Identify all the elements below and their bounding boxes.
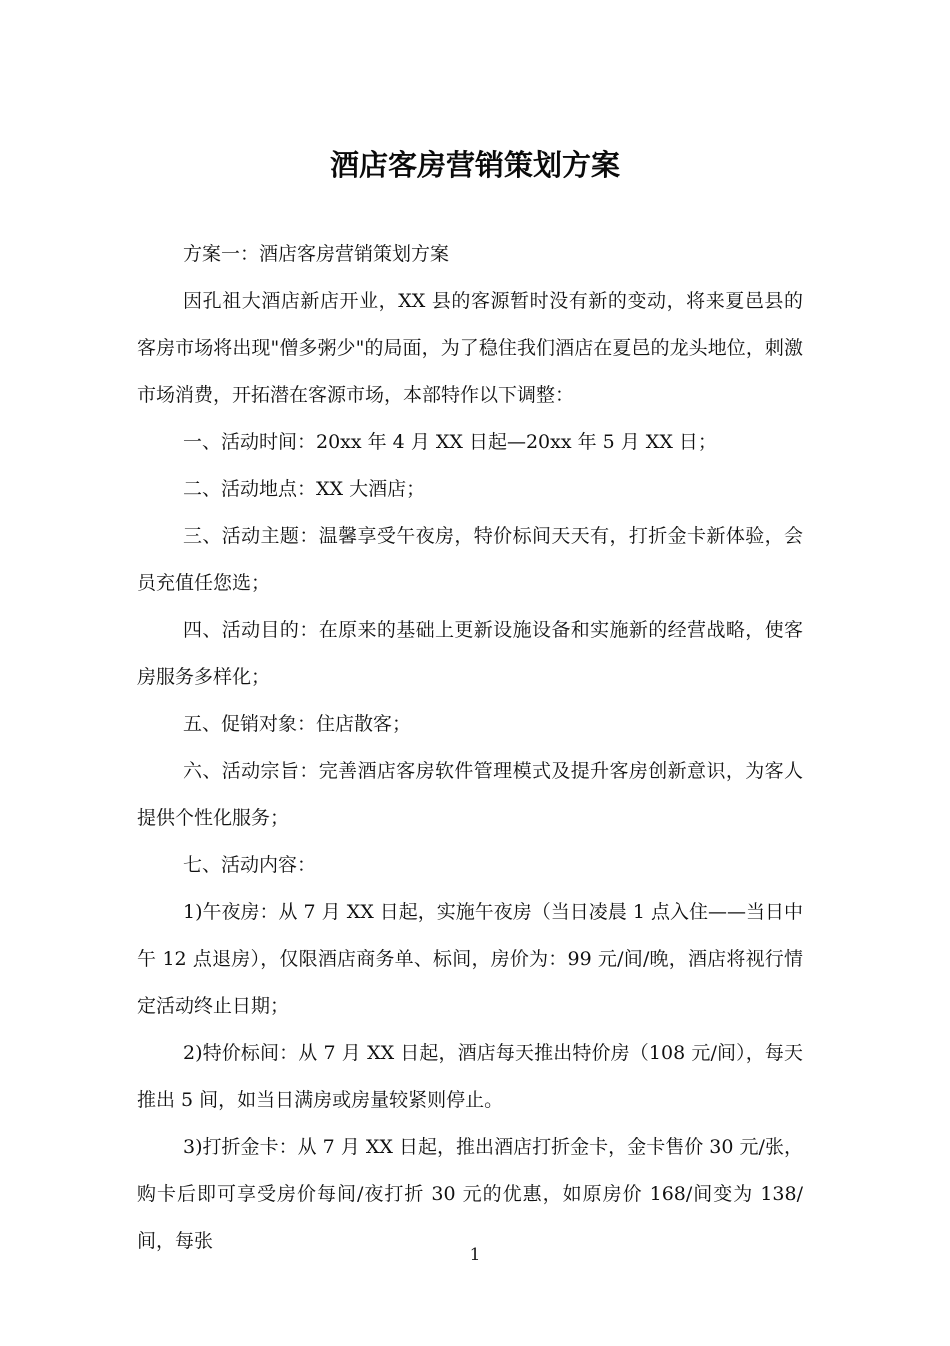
paragraph: 五、促销对象：住店散客；: [183, 713, 412, 735]
paragraph: 四、活动目的：在原来的基础上更新设施设备和实施新的经营战略，使客房服务多样化；: [137, 619, 803, 688]
document-body: [137, 231, 803, 1265]
paragraph: 一、活动时间：20xx 年 4 月 XX 日起—20xx 年 5 月 XX 日；: [183, 431, 717, 453]
paragraph: 七、活动内容：: [183, 854, 317, 876]
paragraph: 因孔祖大酒店新店开业，XX 县的客源暂时没有新的变动，将来夏邑县的客房市场将出现"僧多粥少"的局面，为了稳住我们酒店在夏邑的龙头地位，刺激市场消费，开拓潜在客源市场，本部特作以下调整：: [137, 290, 803, 406]
paragraph: 六、活动宗旨：完善酒店客房软件管理模式及提升客房创新意识，为客人提供个性化服务；: [137, 760, 803, 829]
paragraph: 1)午夜房：从 7 月 XX 日起，实施午夜房（当日凌晨 1 点入住——当日中午 12 点退房），仅限酒店商务单、标间，房价为：99 元/间/晚，酒店将视行情定活动终止日期；: [137, 901, 803, 1017]
paragraph: 方案一：酒店客房营销策划方案: [183, 243, 450, 265]
paragraph: 3)打折金卡：从 7 月 XX 日起，推出酒店打折金卡，金卡售价 30 元/张，购卡后即可享受房价每间/夜打折 30 元的优惠，如原房价 168/间变为 138/间，每张: [137, 1136, 803, 1252]
paragraph: 2)特价标间：从 7 月 XX 日起，酒店每天推出特价房（108 元/间），每天推出 5 间，如当日满房或房量较紧则停止。: [137, 1042, 803, 1111]
document-title: 酒店客房营销策划方案: [329, 148, 620, 182]
paragraph: 二、活动地点：XX 大酒店；: [183, 478, 426, 500]
page-number: 1: [469, 1245, 481, 1265]
paragraph: 三、活动主题：温馨享受午夜房，特价标间天天有，打折金卡新体验，会员充值任您选；: [137, 525, 803, 594]
